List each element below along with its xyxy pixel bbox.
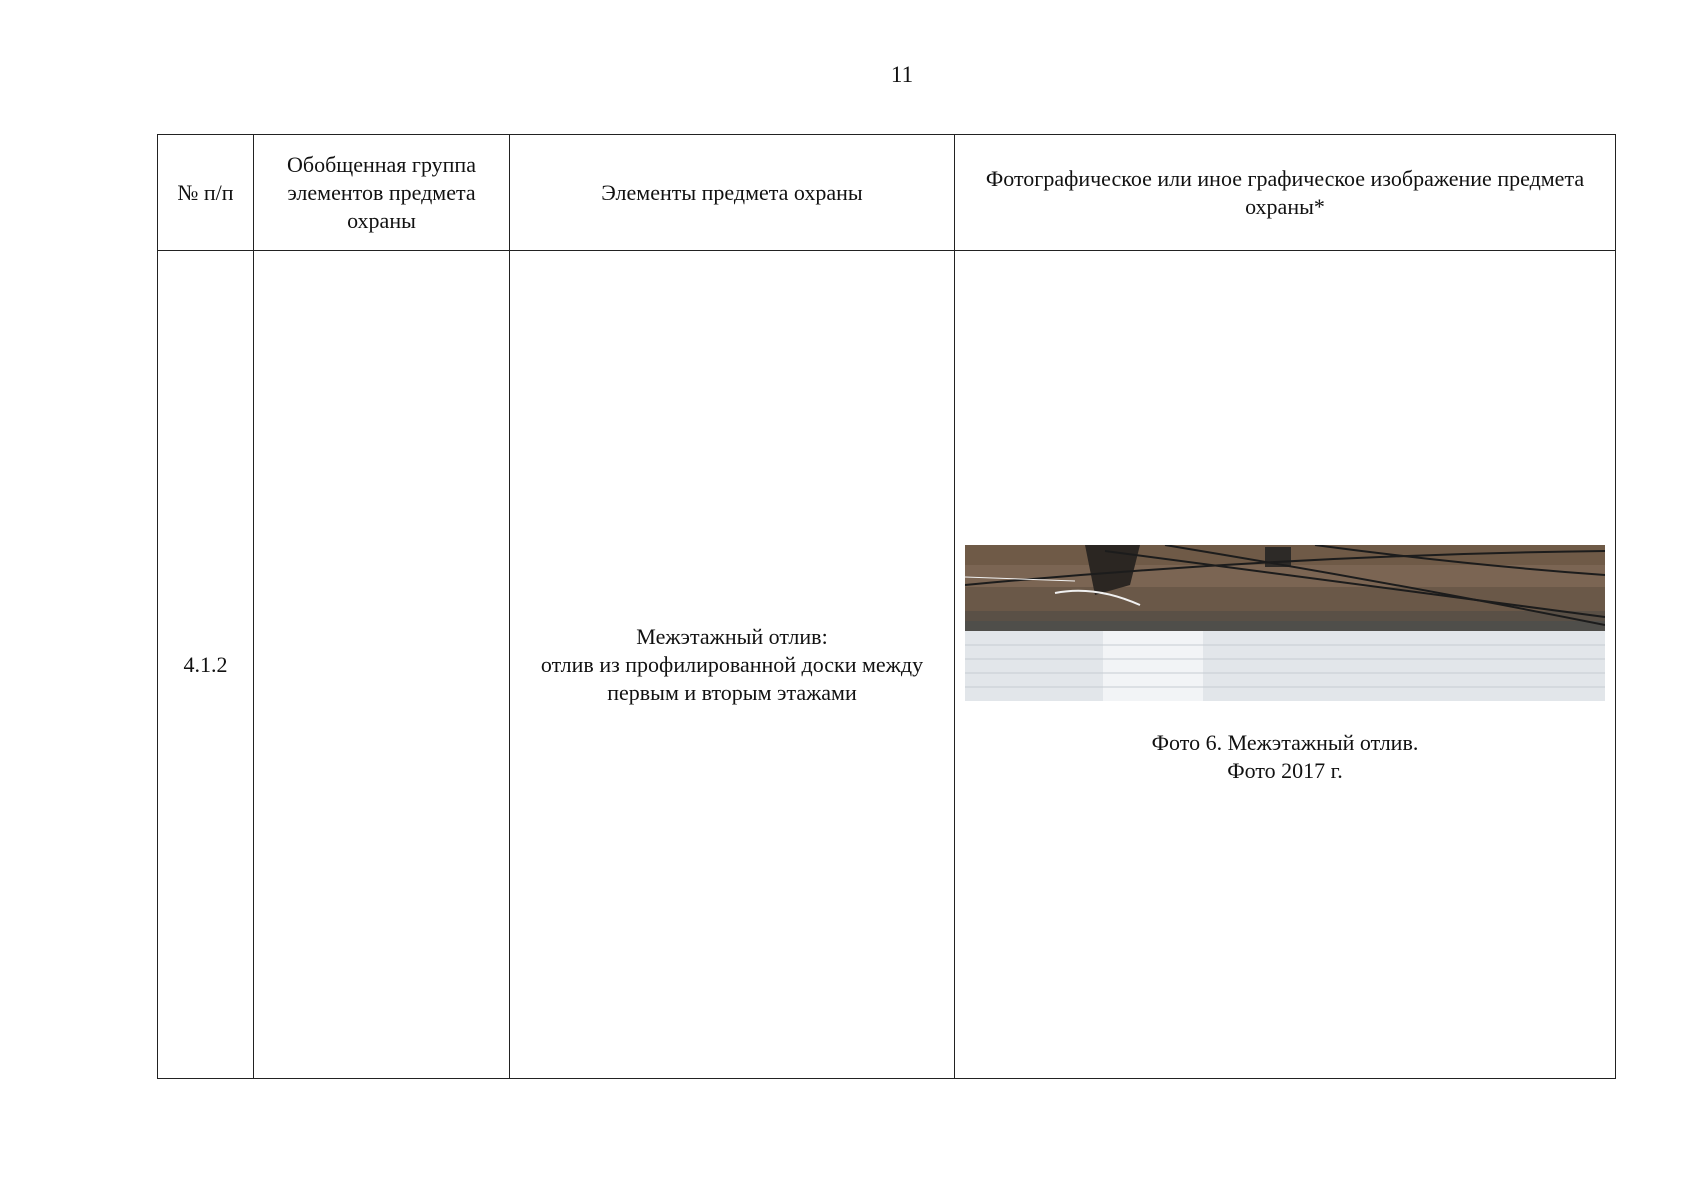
element-description: отлив из профилированной доски между первым и вторым этажами: [540, 651, 924, 705]
header-photo: Фотографическое или иное графическое изображение предмета охраны*: [955, 135, 1616, 251]
table-row: [158, 251, 1616, 1079]
row-group: [254, 251, 510, 1079]
element-title: Межэтажный отлив:: [636, 623, 828, 649]
photo-caption-line-1: Фото 6. Межэтажный отлив.: [1151, 729, 1419, 755]
row-num: 4.1.2: [158, 251, 254, 1079]
table-header-row: [158, 135, 1616, 251]
photo-caption: [965, 729, 1605, 785]
protection-table: [157, 134, 1616, 1079]
facade-photo: [965, 545, 1605, 701]
header-num: № п/п: [158, 135, 254, 251]
photo-block: [965, 545, 1605, 785]
row-elements: [510, 251, 955, 1079]
photo-caption-line-2: Фото 2017 г.: [1227, 757, 1343, 783]
page-number: 11: [890, 62, 914, 87]
row-photo: [955, 251, 1616, 1079]
header-elements: Элементы предмета охраны: [510, 135, 955, 251]
header-group: Обобщенная группа элементов предмета охраны: [254, 135, 510, 251]
